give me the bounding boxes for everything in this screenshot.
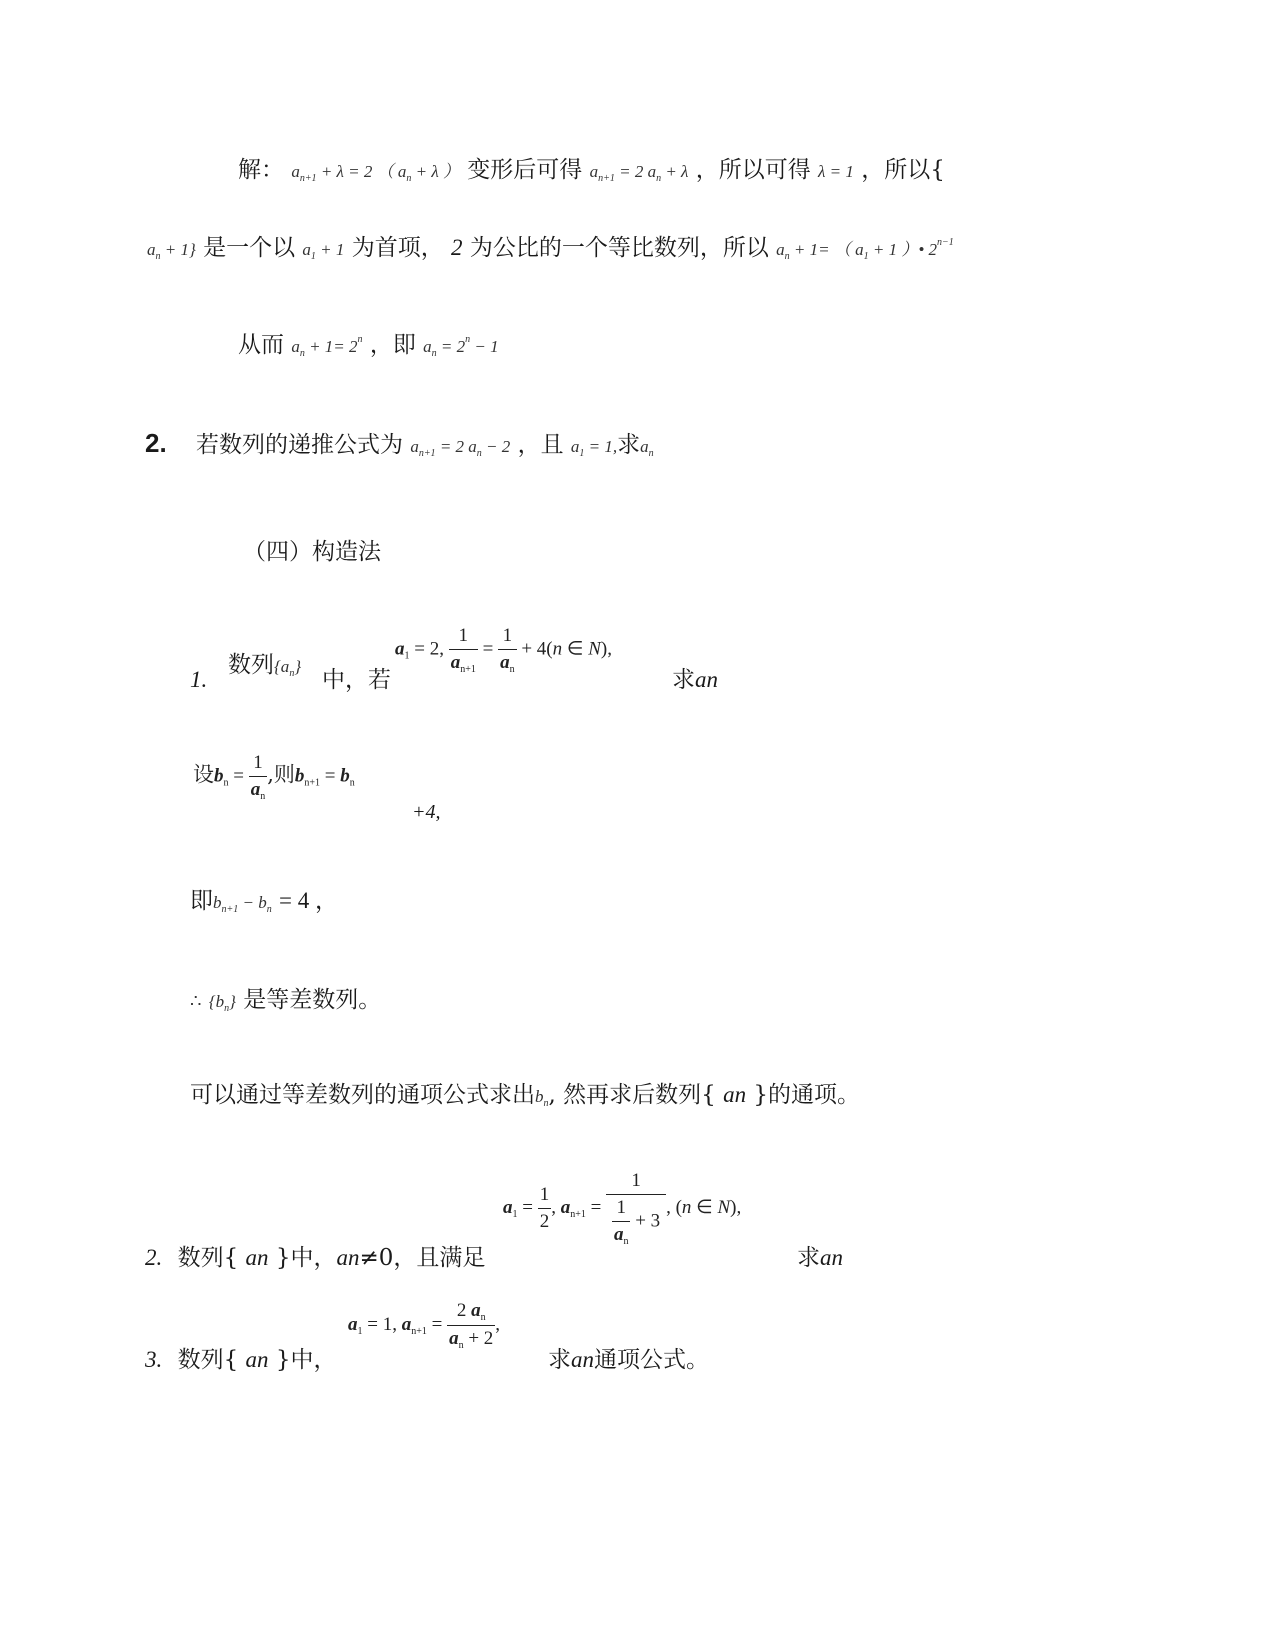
formula: $a_{n+1} + \lambda = 2$ （ $a_n + \lambda$ ） [291, 162, 460, 184]
solution-line-3: 从而 $a_n + 1= 2^n$ ，即 $a_n = 2^n - 1$ [238, 332, 499, 359]
formula: $a_{n+1} = 2$ $a_n + \lambda$ [589, 162, 689, 184]
solution-line-2: $a_n + 1$} 是一个以 $a_1 + 1$ 为首项， 2 为公比的一个等比数列，所以 $a_n + 1=$ （ $a_1 + 1$ ）• $2^{n-1}$ [147, 235, 954, 262]
section-heading: （四）构造法 [243, 539, 381, 565]
example-3: 3. 数列{ an }中， [145, 1347, 337, 1373]
example-1 [190, 665, 207, 695]
formula: $a_1 = 1$, [570, 437, 618, 459]
recurrence-formula-2: $a_1$ = $\frac{1}{2}$ , $a_{n+1}$ = 1 $\frac{1}{a_n}$ + 3 , (n ∈ N), [503, 1170, 742, 1247]
formula: λ = 1 [818, 162, 854, 181]
solution-line-1: 解： $a_{n+1} + \lambda = 2$ （ $a_n + \lambda$ ） 变形后可得 $a_{n+1} = 2$ $a_n + \lambda$ ，所以可得 λ = 1 ，所以{ [238, 157, 945, 184]
conclusion-line: 可以通过等差数列的通项公式求出$b_n$, 然再求后数列{ an }的通项。 [190, 1082, 861, 1109]
formula: $a_n + 1= 2^n$ [291, 334, 363, 359]
formula: $a_n + 1=$ （ $a_1 + 1$ ）• $2^{n-1}$ [776, 237, 954, 262]
formula: $a_1 + 1$ [302, 240, 345, 262]
example-number: 2. [145, 1245, 163, 1270]
problem-number: 2. [145, 428, 167, 458]
formula: $a_{n+1} = 2$ $a_n - 2$ [410, 437, 511, 459]
recurrence-formula-3: $a_1 = 1$, $a_{n+1}$ = $\frac{2 a_n}{a_n + 2}$ , [348, 1300, 501, 1351]
therefore-line: ∴ $\{b_n\}$ 是等差数列。 [190, 987, 382, 1014]
example-number: 3. [145, 1347, 163, 1372]
solution-label: 解： [238, 157, 284, 183]
formula: $a_n = 2^n - 1$ [423, 334, 499, 359]
example-number: 1. [190, 667, 208, 692]
formula: $a_n + 1$} [147, 240, 196, 262]
example-2: 2. 数列{ an }中，an≠0，且满足 [145, 1245, 486, 1271]
problem-2: 2. 若数列的递推公式为 $a_{n+1} = 2$ $a_n - 2$ ，且 $a_1 = 1$,求$a_n$ [145, 428, 654, 459]
substitution-formula: 设$b_n$ = $\frac{1}{a_n}$ ,则$b_{n+1} = b_n$ [193, 752, 355, 802]
recurrence-formula-1: $a_1 = 2$, $\frac{1}{a_{n+1}}$ = $\frac{1}{a_n}$ + 4(n ∈ N), [395, 625, 612, 675]
difference-line: 即$b_{n+1} - b_n = 4$ ， [190, 888, 339, 915]
